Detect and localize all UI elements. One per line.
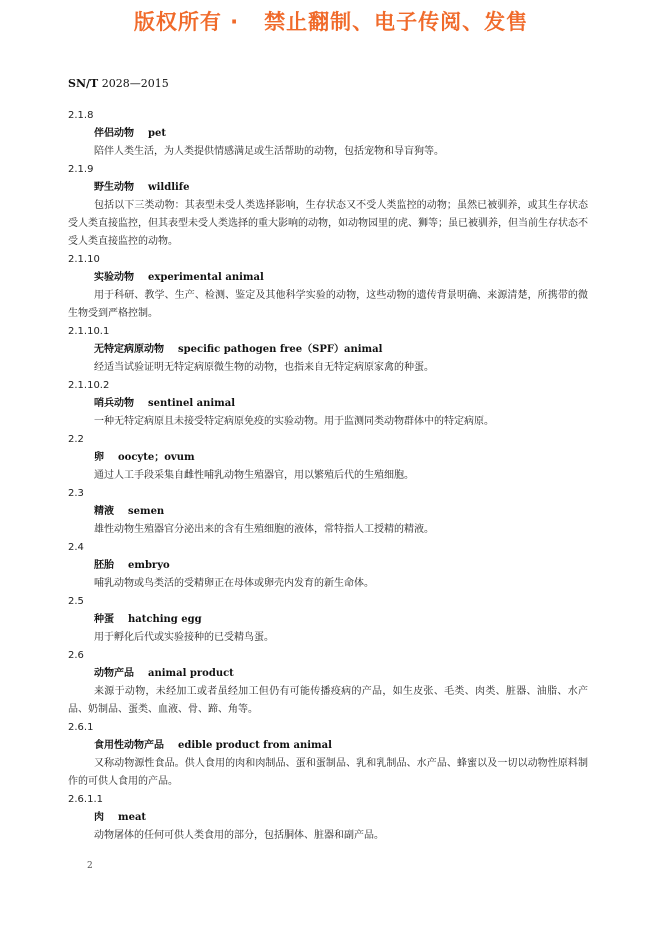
term-chinese: 卵 xyxy=(94,452,104,463)
term-chinese: 哨兵动物 xyxy=(94,398,134,409)
term-heading xyxy=(68,737,588,755)
term-english: sentinel animal xyxy=(148,398,236,409)
clause-number: 2.6.1 xyxy=(68,722,94,733)
clause-number: 2.3 xyxy=(68,488,84,499)
term-english: pet xyxy=(148,128,166,139)
term-chinese: 精液 xyxy=(94,506,114,517)
term-chinese: 食用性动物产品 xyxy=(94,740,164,751)
term-entry xyxy=(68,719,588,791)
clause-number: 2.4 xyxy=(68,542,84,553)
term-english: edible product from animal xyxy=(178,740,332,751)
standard-prefix: SN/T xyxy=(68,77,99,90)
term-entry xyxy=(68,323,588,377)
term-definition: 雄性动物生殖器官分泌出来的含有生殖细胞的液体，常特指人工授精的精液。 xyxy=(94,524,434,535)
term-chinese: 肉 xyxy=(94,812,104,823)
term-chinese: 伴侣动物 xyxy=(94,128,134,139)
standard-number: 2028—2015 xyxy=(101,77,169,90)
clause-number: 2.6.1.1 xyxy=(68,794,103,805)
term-entry xyxy=(68,539,588,593)
term-english: oocyte；ovum xyxy=(118,452,195,463)
term-entry xyxy=(68,485,588,539)
clause-number: 2.1.10.1 xyxy=(68,326,110,337)
page-number: 2 xyxy=(87,861,93,871)
term-definition: 动物屠体的任何可供人类食用的部分，包括胴体、脏器和副产品。 xyxy=(94,830,384,841)
term-english: semen xyxy=(128,506,165,517)
term-definition: 陪伴人类生活，为人类提供情感满足或生活帮助的动物，包括宠物和导盲狗等。 xyxy=(94,146,444,157)
term-chinese: 动物产品 xyxy=(94,668,134,679)
term-heading xyxy=(68,449,588,467)
standard-code xyxy=(68,77,169,90)
term-english: wildlife xyxy=(148,182,190,193)
term-definition: 用于孵化后代或实验接种的已受精鸟蛋。 xyxy=(94,632,274,643)
clause-number: 2.1.10.2 xyxy=(68,380,110,391)
clause-number: 2.5 xyxy=(68,596,84,607)
term-definition: 包括以下三类动物：其表型未受人类选择影响，生存状态又不受人类监控的动物；虽然已被驯养，或其生存状态受人类直接监控，但其表型未受人类选择的重大影响的动物，如动物园里的虎、狮等；虽已被驯养，但当前生存状态不受人类直接监控的动物。 xyxy=(68,200,588,247)
term-chinese: 种蛋 xyxy=(94,614,114,625)
term-entry xyxy=(68,377,588,431)
term-chinese: 野生动物 xyxy=(94,182,134,193)
term-english: specific pathogen free（SPF）animal xyxy=(178,344,383,355)
clause-number: 2.1.9 xyxy=(68,164,94,175)
clause-number: 2.2 xyxy=(68,434,84,445)
term-definition: 通过人工手段采集自雌性哺乳动物生殖器官，用以繁殖后代的生殖细胞。 xyxy=(94,470,414,481)
term-english: embryo xyxy=(128,560,170,571)
copyright-watermark: 版权所有 · 禁止翻制、电子传阅、发售 xyxy=(133,10,529,34)
term-entry xyxy=(68,431,588,485)
term-english: hatching egg xyxy=(128,614,202,625)
term-definition: 来源于动物，未经加工或者虽经加工但仍有可能传播疫病的产品，如生皮张、毛类、肉类、脏器、油脂、水产品、奶制品、蛋类、血液、骨、蹄、角等。 xyxy=(68,686,588,715)
term-definition: 一种无特定病原且未接受特定病原免疫的实验动物。用于监测同类动物群体中的特定病原。 xyxy=(94,416,494,427)
term-chinese: 胚胎 xyxy=(94,560,114,571)
term-english: animal product xyxy=(148,668,234,679)
term-definition: 用于科研、教学、生产、检测、鉴定及其他科学实验的动物，这些动物的遗传背景明确、来源清楚，所携带的微生物受到严格控制。 xyxy=(68,290,588,319)
term-entry xyxy=(68,647,588,719)
term-chinese: 实验动物 xyxy=(94,272,134,283)
term-definition: 又称动物源性食品。供人食用的肉和肉制品、蛋和蛋制品、乳和乳制品、水产品、蜂蜜以及一切以动物性原料制作的可供人食用的产品。 xyxy=(68,758,588,787)
term-entry xyxy=(68,107,588,161)
terms-list xyxy=(68,107,588,845)
term-definition: 经适当试验证明无特定病原微生物的动物，也指来自无特定病原家禽的种蛋。 xyxy=(94,362,434,373)
term-heading xyxy=(68,341,588,359)
term-chinese: 无特定病原动物 xyxy=(94,344,164,355)
clause-number: 2.1.8 xyxy=(68,110,94,121)
term-entry xyxy=(68,251,588,323)
term-heading xyxy=(68,269,588,287)
term-heading xyxy=(68,395,588,413)
term-english: meat xyxy=(118,812,147,823)
clause-number: 2.6 xyxy=(68,650,84,661)
term-heading xyxy=(68,179,588,197)
term-english: experimental animal xyxy=(148,272,264,283)
term-entry xyxy=(68,161,588,251)
term-heading xyxy=(68,125,588,143)
term-definition: 哺乳动物或鸟类活的受精卵正在母体或卵壳内发育的新生命体。 xyxy=(94,578,374,589)
term-heading xyxy=(68,611,588,629)
term-heading xyxy=(68,665,588,683)
term-heading xyxy=(68,503,588,521)
term-entry xyxy=(68,791,588,845)
term-heading xyxy=(68,557,588,575)
term-entry xyxy=(68,593,588,647)
term-heading xyxy=(68,809,588,827)
clause-number: 2.1.10 xyxy=(68,254,100,265)
